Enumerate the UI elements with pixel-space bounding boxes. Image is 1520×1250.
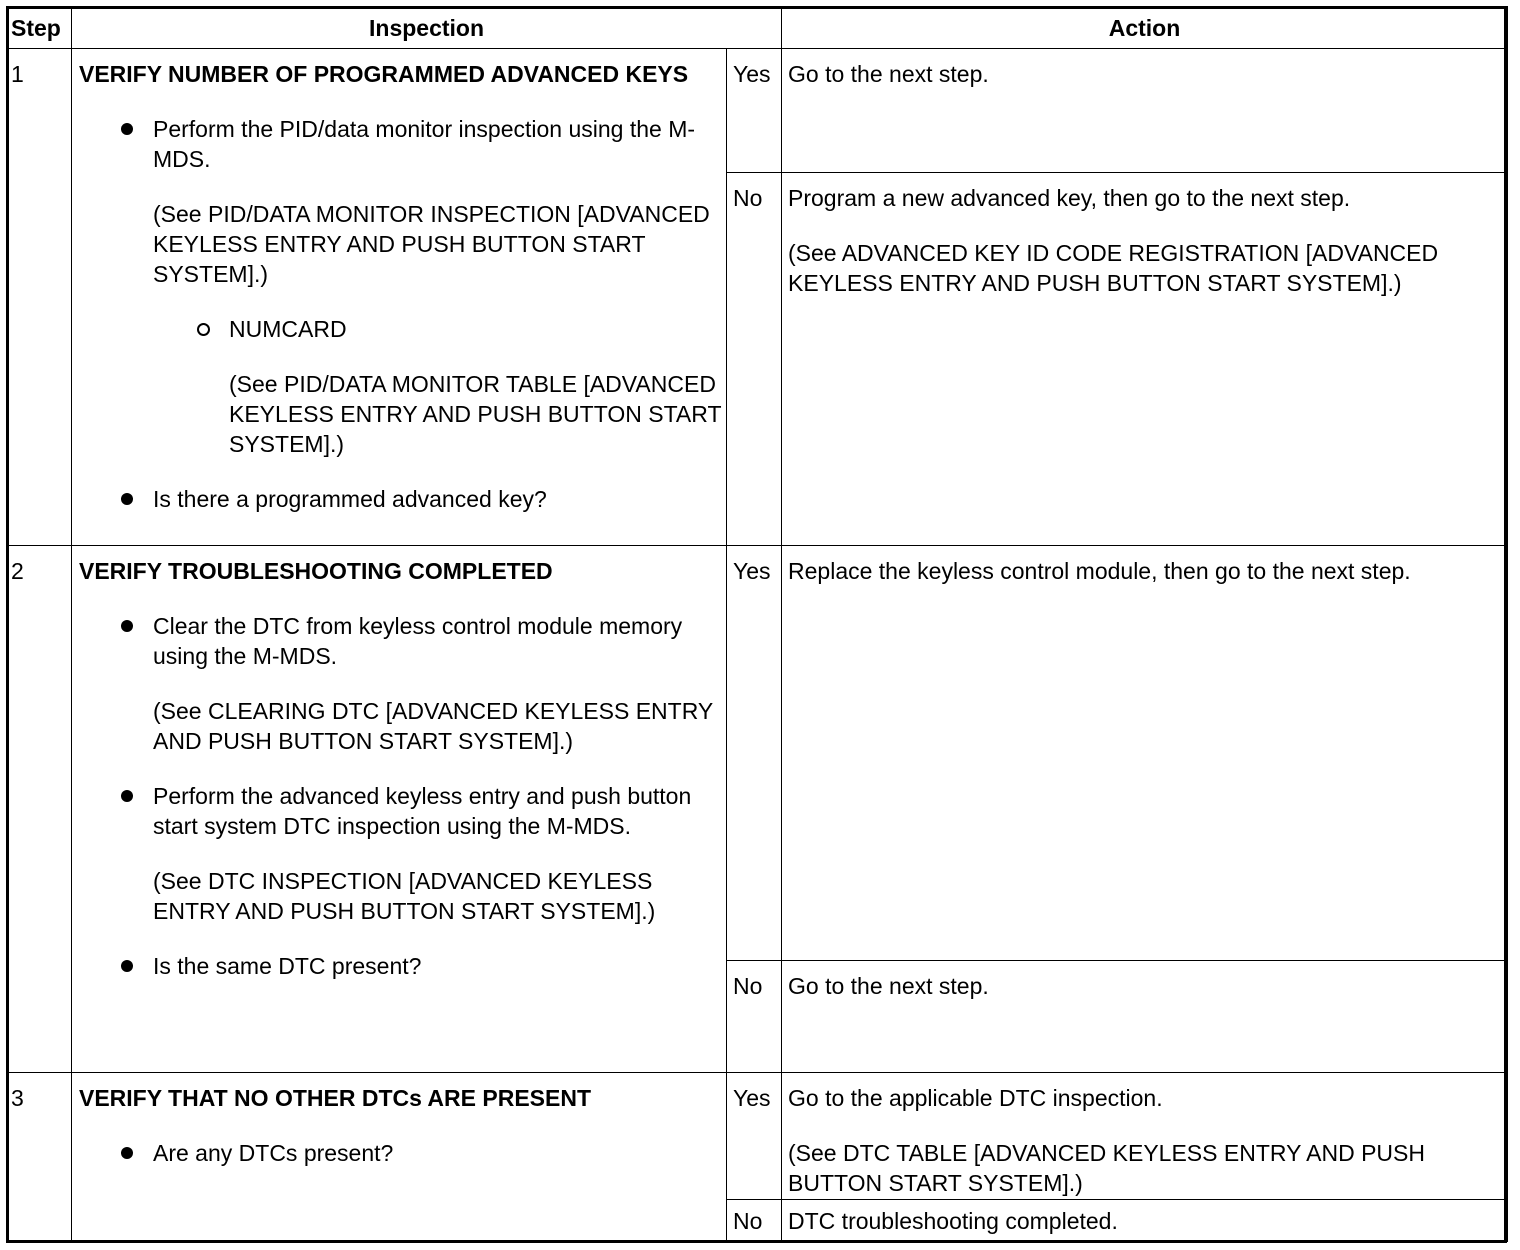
list-item [153,611,726,756]
step-number: 1 [7,49,72,546]
step-number: 2 [7,546,72,1073]
inspection-list [79,1138,726,1168]
no-action: DTC troubleshooting completed. [782,1200,1508,1242]
reference-text: (See CLEARING DTC [ADVANCED KEYLESS ENTRY AND PUSH BUTTON START SYSTEM].) [153,698,713,754]
reference-text: (See ADVANCED KEY ID CODE REGISTRATION [ADVANCED KEYLESS ENTRY AND PUSH BUTTON START SYSTEM].) [788,240,1439,296]
header-row [7,7,1508,49]
list-item-text: Is there a programmed advanced key? [153,486,547,512]
inspection-cell [72,49,727,546]
list-item [153,781,726,926]
inspection-cell [72,546,727,1073]
inspection-header: Inspection [72,7,782,49]
table-row [7,1073,1508,1200]
yes-label: Yes [727,49,782,173]
yes-action: Replace the keyless control module, then go to the next step. [782,546,1508,961]
list-item-text: Clear the DTC from keyless control module memory using the M-MDS. [153,613,683,669]
reference-text: (See DTC TABLE [ADVANCED KEYLESS ENTRY AND PUSH BUTTON START SYSTEM].) [788,1140,1425,1196]
table-row [7,546,1508,961]
list-item [153,114,726,459]
reference-text: (See DTC INSPECTION [ADVANCED KEYLESS ENTRY AND PUSH BUTTON START SYSTEM].) [153,868,656,924]
list-item [153,951,726,981]
step-title: VERIFY THAT NO OTHER DTCs ARE PRESENT [79,1085,592,1111]
yes-action: Go to the applicable DTC inspection. [788,1085,1163,1111]
reference-text: (See PID/DATA MONITOR INSPECTION [ADVANCED KEYLESS ENTRY AND PUSH BUTTON START SYSTEM].) [153,201,710,287]
no-label: No [727,173,782,546]
list-item-text: Perform the advanced keyless entry and push button start system DTC inspection using the M-MDS. [153,783,692,839]
reference-text: (See PID/DATA MONITOR TABLE [ADVANCED KEYLESS ENTRY AND PUSH BUTTON START SYSTEM].) [229,371,722,457]
troubleshooting-table [6,6,1508,1242]
no-action: Go to the next step. [782,961,1508,1073]
step-header: Step [7,7,72,49]
step-number: 3 [7,1073,72,1242]
list-item [153,484,726,514]
list-item-text: Are any DTCs present? [153,1140,394,1166]
yes-action: Go to the next step. [782,49,1508,173]
step-title: VERIFY NUMBER OF PROGRAMMED ADVANCED KEYS [79,61,689,87]
inspection-cell [72,1073,727,1242]
inspection-list [79,114,726,514]
table-row [7,49,1508,173]
step-title: VERIFY TROUBLESHOOTING COMPLETED [79,558,553,584]
sub-list-item-text: NUMCARD [229,316,347,342]
list-item [153,1138,726,1168]
sub-list [153,314,726,459]
no-action: Program a new advanced key, then go to the next step. [788,185,1351,211]
inspection-list [79,611,726,981]
list-item-text: Perform the PID/data monitor inspection using the M-MDS. [153,116,696,172]
yes-label: Yes [727,546,782,961]
no-label: No [727,961,782,1073]
yes-label: Yes [727,1073,782,1200]
sub-list-item [229,314,726,459]
yes-action-cell [782,1073,1508,1200]
action-header: Action [782,7,1508,49]
no-action-cell [782,173,1508,546]
list-item-text: Is the same DTC present? [153,953,422,979]
no-label: No [727,1200,782,1242]
